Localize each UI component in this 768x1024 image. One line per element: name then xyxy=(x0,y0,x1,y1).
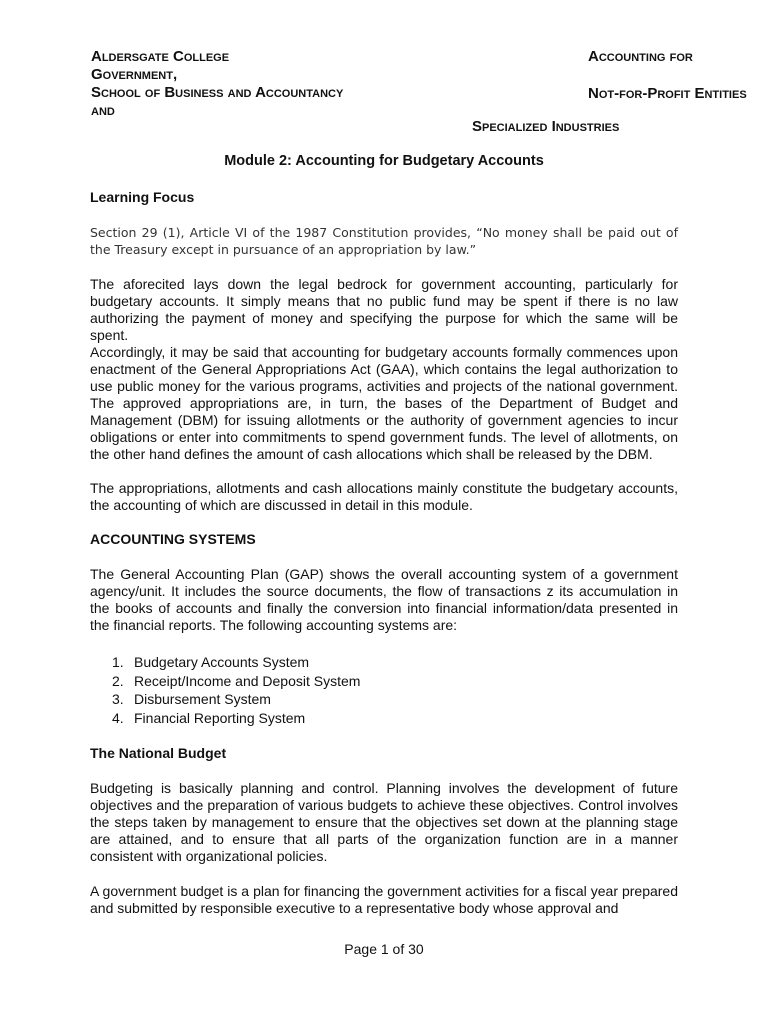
learning-focus-heading: Learning Focus xyxy=(90,189,195,205)
accounting-systems-list xyxy=(112,653,360,727)
national-budget-heading: The National Budget xyxy=(90,745,227,761)
header-school: School of Business and Accountancy xyxy=(91,84,344,101)
list-item: 3. Disbursement System xyxy=(112,691,271,707)
header-left-block xyxy=(91,48,391,120)
header-course-line3: Specialized Industries xyxy=(472,118,620,135)
header-government: Government, xyxy=(91,66,178,83)
list-item: 2. Receipt/Income and Deposit System xyxy=(112,672,361,689)
paragraph-appropriations: The appropriations, allotments and cash allocations mainly constitute the budgetary accounts, the accounting of which are discussed in detail in this module. xyxy=(90,480,678,513)
module-title: Module 2: Accounting for Budgetary Accounts xyxy=(224,153,544,169)
header-college: Aldersgate College xyxy=(91,48,230,65)
paragraph-gap: The General Accounting Plan (GAP) shows the overall accounting system of a government agency/unit. It includes the source documents, the flow of transactions z its accumulation in the books of accounts and finally the conversion into financial information/data presented in the financial reports. The following accounting systems are: xyxy=(90,566,678,633)
paragraph-aforecited: The aforecited lays down the legal bedrock for government accounting, particularly for budgetary accounts. It simply means that no public fund may be spent if there is no law authorizing the payment of money and specifying the purpose for which the same will be spent. xyxy=(90,276,678,343)
header-course-line1: Accounting for xyxy=(588,48,693,65)
header-course-line2: Not-for-Profit Entities xyxy=(588,85,747,102)
list-item: 1. Budgetary Accounts System xyxy=(112,654,310,670)
list-item: 4. Financial Reporting System xyxy=(112,709,306,726)
paragraph-budgeting: Budgeting is basically planning and control. Planning involves the development of future objectives and the preparation of various budgets to achieve these objectives. Control involves the steps taken by management to ensure that the objectives set down at the planning stage are attained, and to ensure that all parts of the organization function are in a manner consistent with organizational policies. xyxy=(90,780,678,864)
page-number: Page 1 of 30 xyxy=(344,941,424,957)
paragraph-government-budget: A government budget is a plan for financing the government activities for a fiscal year prepared and submitted by responsible executive to a representative body whose approval and xyxy=(90,883,678,916)
accounting-systems-heading: ACCOUNTING SYSTEMS xyxy=(90,531,256,547)
header-and: and xyxy=(91,102,115,119)
paragraph-accordingly: Accordingly, it may be said that accounting for budgetary accounts formally commences upon enactment of the General Appropriations Act (GAA), which contains the legal authorization to use public money for the various programs, activities and projects of the national government. The approved appropriations are, in turn, the bases of the Department of Budget and Management (DBM) for issuing allotments or the authority of government agencies to incur obligations or enter into commitments to spend government funds. The level of allotments, on the other hand defines the amount of cash allocations which shall be released by the DBM. xyxy=(90,344,678,462)
constitution-quote: Section 29 (1), Article VI of the 1987 Constitution provides, “No money shall be paid out of the Treasury except in pursuance of an appropriation by law.” xyxy=(90,225,678,257)
